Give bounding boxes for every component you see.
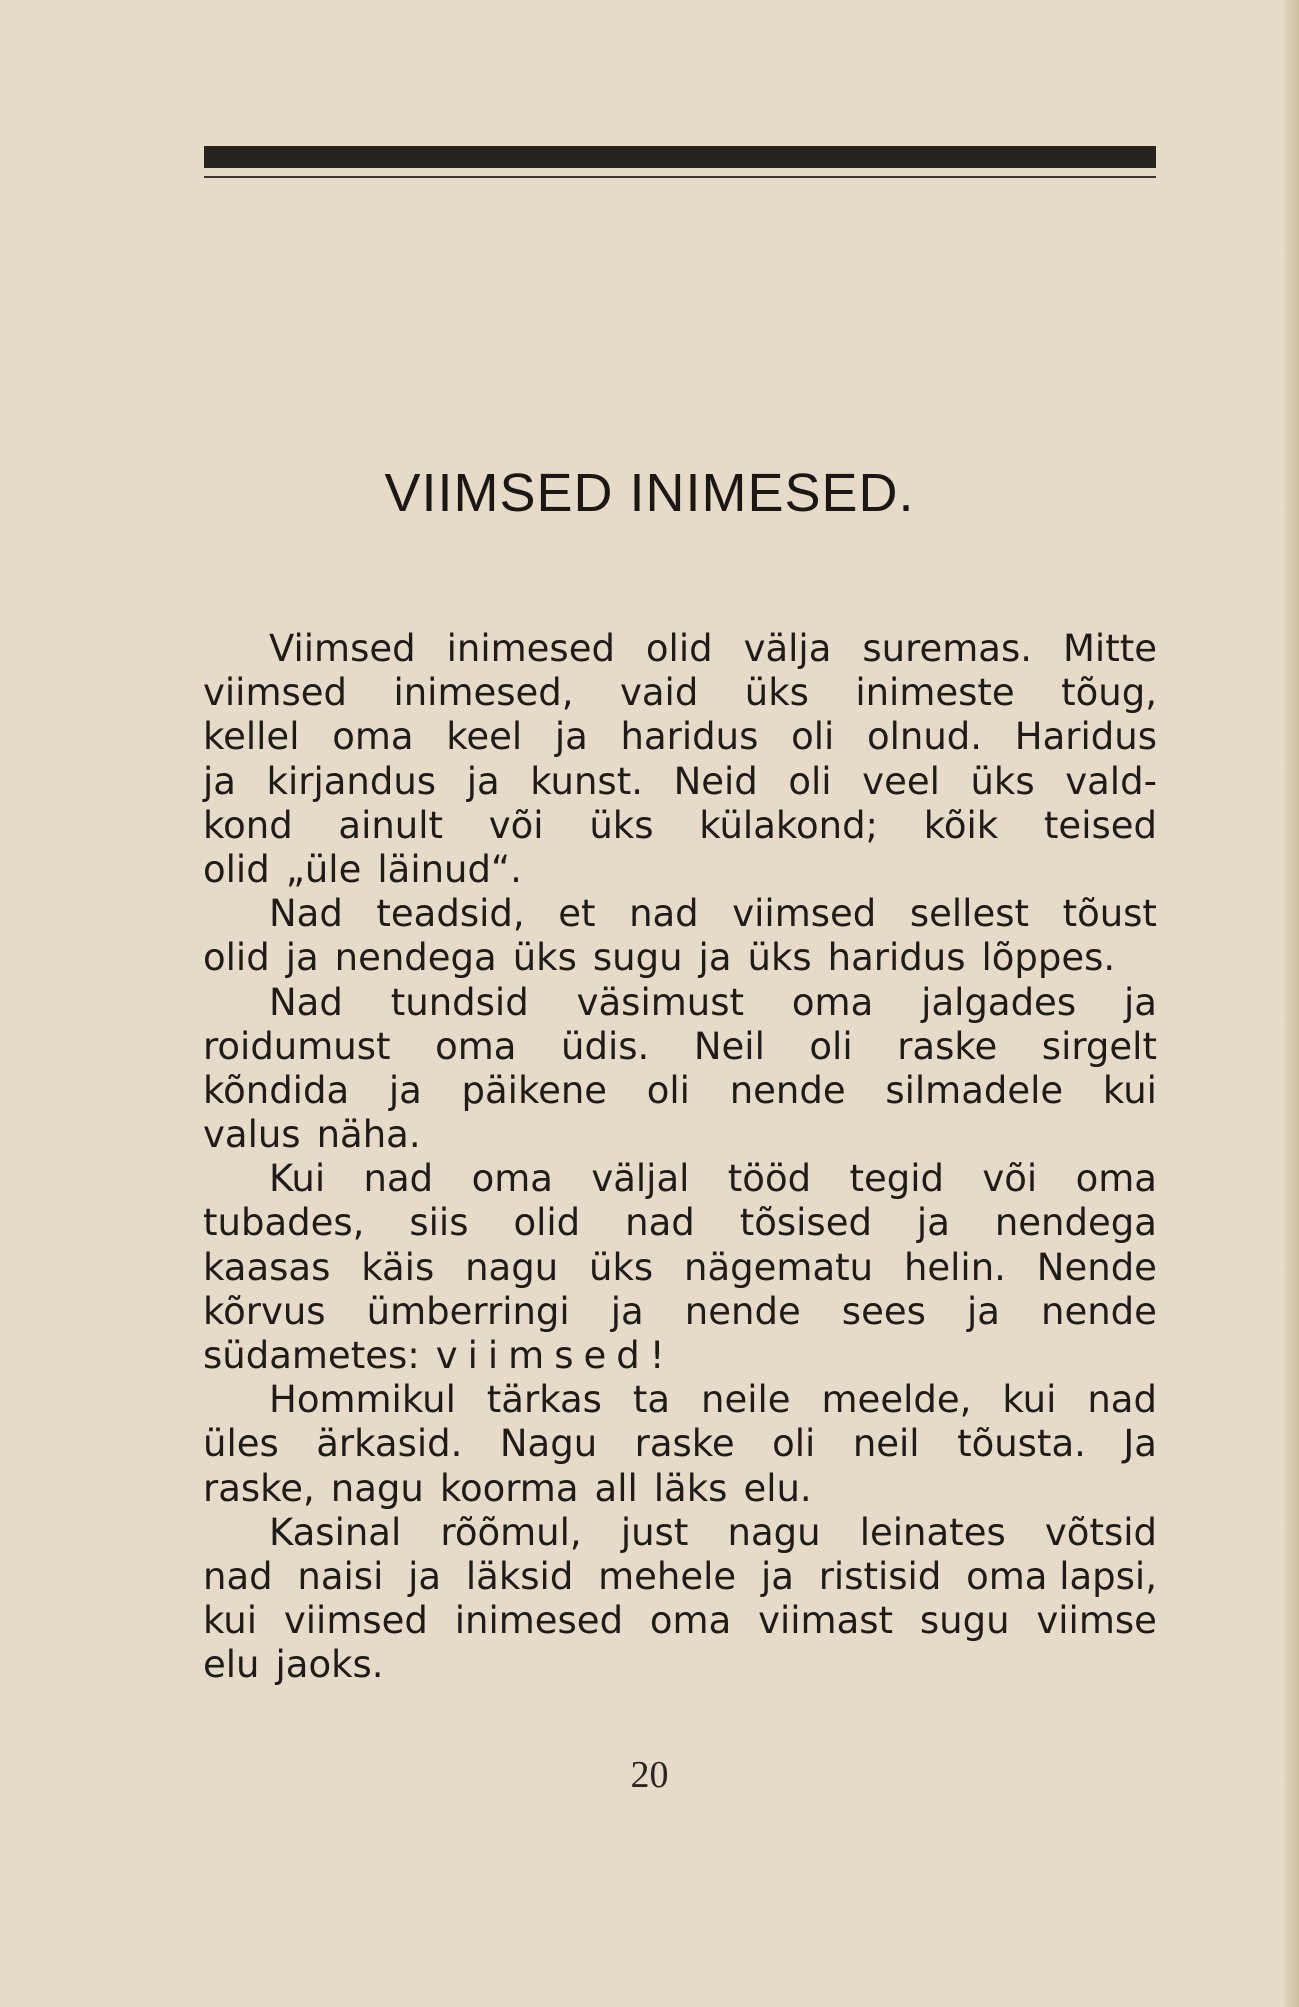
text-line bbox=[203, 1511, 1157, 1555]
word: Nad bbox=[269, 980, 343, 1024]
text-line bbox=[203, 1290, 1157, 1334]
word: oli bbox=[788, 759, 832, 803]
word: või bbox=[982, 1157, 1038, 1201]
word: nendega bbox=[334, 936, 497, 980]
word: ja bbox=[698, 936, 732, 980]
word: üks bbox=[512, 936, 577, 980]
word: üles bbox=[203, 1422, 279, 1466]
word: kirjandus bbox=[266, 759, 437, 803]
word: jaoks. bbox=[275, 1643, 384, 1687]
text-line bbox=[203, 760, 1157, 804]
word: raske, bbox=[203, 1466, 315, 1510]
word: olid bbox=[203, 847, 270, 891]
page-number: 20 bbox=[630, 1754, 669, 1796]
text-line bbox=[203, 892, 1157, 936]
text-line bbox=[203, 1467, 1157, 1511]
word: kui bbox=[1002, 1378, 1057, 1422]
word: nägematu bbox=[684, 1245, 874, 1289]
word: silmadele bbox=[885, 1068, 1064, 1112]
word: üks bbox=[589, 803, 654, 847]
word: jalgades bbox=[921, 980, 1077, 1024]
text-line bbox=[203, 1334, 1157, 1378]
word: ja bbox=[760, 1554, 794, 1598]
word: oli bbox=[809, 1024, 853, 1068]
text-line bbox=[203, 1555, 1157, 1599]
word: päikene bbox=[461, 1068, 608, 1112]
word: kõrvus bbox=[203, 1289, 326, 1333]
text-line bbox=[203, 1599, 1157, 1643]
word: kunst. bbox=[530, 759, 643, 803]
word: üks bbox=[747, 936, 812, 980]
word: olnud. bbox=[866, 715, 983, 759]
top-ornament-rule bbox=[204, 146, 1156, 168]
word: ümberringi bbox=[366, 1289, 570, 1333]
text-line bbox=[203, 1113, 1157, 1157]
word: oli bbox=[646, 1068, 690, 1112]
word: vald- bbox=[1065, 759, 1157, 803]
word: nad bbox=[629, 892, 699, 936]
word: üks bbox=[970, 759, 1035, 803]
word: kõik bbox=[923, 803, 999, 847]
word: tõusta. bbox=[957, 1422, 1086, 1466]
word: viimse bbox=[1036, 1599, 1157, 1643]
word: oma bbox=[332, 715, 414, 759]
word: oma bbox=[471, 1157, 553, 1201]
word: suremas. bbox=[862, 627, 1033, 670]
word: elu bbox=[203, 1643, 260, 1687]
word: helin. bbox=[903, 1245, 1006, 1289]
word: tubades, bbox=[203, 1201, 365, 1245]
word: Kui bbox=[269, 1157, 326, 1201]
word: Nad bbox=[269, 892, 343, 936]
text-line bbox=[203, 1069, 1157, 1113]
word: kaasas bbox=[203, 1245, 331, 1289]
page-title: VIIMSED INIMESED. bbox=[384, 463, 915, 523]
word: ja bbox=[1124, 980, 1157, 1024]
text-line bbox=[203, 1157, 1157, 1201]
word: Nagu bbox=[499, 1422, 598, 1466]
word: olid bbox=[645, 627, 713, 670]
word: koorma bbox=[439, 1466, 579, 1510]
word: üks bbox=[744, 671, 809, 715]
word: sees bbox=[841, 1289, 926, 1333]
word: haridus bbox=[620, 715, 759, 759]
word: Mitte bbox=[1062, 627, 1157, 670]
word: oma bbox=[1075, 1157, 1157, 1201]
word: oma bbox=[791, 980, 874, 1024]
word: üks bbox=[589, 1245, 654, 1289]
word: sugu bbox=[919, 1599, 1010, 1643]
word: ja bbox=[203, 759, 236, 803]
word: Ja bbox=[1123, 1422, 1157, 1466]
word: Kasinal bbox=[269, 1510, 402, 1554]
word: „üle bbox=[285, 847, 362, 891]
word: ja bbox=[388, 1068, 422, 1112]
word: kõndida bbox=[203, 1068, 350, 1112]
word: ja bbox=[285, 936, 319, 980]
word: kui bbox=[1102, 1068, 1157, 1112]
word: nad bbox=[203, 1554, 273, 1598]
word: nagu bbox=[330, 1466, 424, 1510]
word: roidumust bbox=[203, 1024, 391, 1068]
word: sirgelt bbox=[1041, 1024, 1157, 1068]
word: Nende bbox=[1036, 1245, 1157, 1289]
word: oma lapsi, bbox=[966, 1554, 1157, 1598]
word: inimesed bbox=[454, 1599, 624, 1643]
page-edge bbox=[1285, 0, 1299, 2007]
word: tööd bbox=[727, 1157, 812, 1201]
word: ärkasid. bbox=[316, 1422, 463, 1466]
word: haridus bbox=[827, 936, 966, 980]
word: ta bbox=[632, 1378, 671, 1422]
text-line bbox=[203, 936, 1157, 980]
word: ja bbox=[554, 715, 588, 759]
text-line bbox=[203, 715, 1157, 759]
word: nende bbox=[684, 1289, 801, 1333]
word: olid bbox=[513, 1201, 581, 1245]
word: nad bbox=[625, 1201, 695, 1245]
text-line bbox=[203, 1422, 1157, 1466]
word: ja bbox=[916, 1201, 950, 1245]
word: viimast bbox=[758, 1599, 894, 1643]
text-line bbox=[203, 804, 1157, 848]
word: tundsid bbox=[390, 980, 529, 1024]
word: meelde, bbox=[821, 1378, 972, 1422]
top-thin-rule bbox=[204, 176, 1156, 178]
word: siis bbox=[409, 1201, 469, 1245]
word: naisi bbox=[297, 1554, 384, 1598]
word: ja bbox=[610, 1289, 644, 1333]
text-line bbox=[203, 1643, 1157, 1687]
word: oma bbox=[649, 1599, 732, 1643]
text-line bbox=[203, 1246, 1157, 1290]
word: viimsed! bbox=[435, 1334, 675, 1377]
word: sellest bbox=[909, 892, 1029, 936]
word: teised bbox=[1043, 803, 1157, 847]
word: viimsed bbox=[732, 892, 877, 936]
word: olid bbox=[203, 936, 270, 980]
word: tõsised bbox=[739, 1201, 872, 1245]
word: inimeste bbox=[855, 671, 1015, 715]
word: oli bbox=[791, 715, 835, 759]
word: ainult bbox=[338, 803, 444, 847]
word: läinud“. bbox=[377, 847, 522, 891]
word: neil bbox=[852, 1422, 920, 1466]
text-line bbox=[203, 671, 1157, 715]
word: Hommikul bbox=[269, 1378, 456, 1422]
text-line bbox=[203, 1201, 1157, 1245]
word: neile bbox=[701, 1378, 791, 1422]
word: läksid bbox=[465, 1554, 574, 1598]
word: raske bbox=[634, 1422, 735, 1466]
word: tärkas bbox=[486, 1378, 602, 1422]
word: vaid bbox=[619, 671, 699, 715]
word: väsimust bbox=[576, 980, 744, 1024]
word: üdis. bbox=[561, 1024, 650, 1068]
word: leinates bbox=[859, 1510, 1006, 1554]
word: võtsid bbox=[1044, 1510, 1157, 1554]
word: tõust bbox=[1062, 892, 1157, 936]
word: ristisid bbox=[818, 1554, 942, 1598]
word: kellel bbox=[203, 715, 300, 759]
word: nende bbox=[1041, 1289, 1157, 1333]
word: inimesed, bbox=[393, 671, 574, 715]
word: ja bbox=[466, 759, 500, 803]
word: keel bbox=[446, 715, 523, 759]
word: Haridus bbox=[1014, 715, 1157, 759]
word: oli bbox=[772, 1422, 816, 1466]
word: all bbox=[594, 1466, 638, 1510]
word: lõppes. bbox=[981, 936, 1116, 980]
word: nagu bbox=[727, 1510, 821, 1554]
word: välja bbox=[743, 627, 832, 670]
word: raske bbox=[897, 1024, 998, 1068]
body-text bbox=[203, 627, 1157, 1688]
word: oma bbox=[435, 1024, 517, 1068]
word: inimesed bbox=[446, 627, 615, 670]
text-line bbox=[203, 981, 1157, 1025]
word: nad bbox=[363, 1157, 434, 1201]
text-line bbox=[203, 848, 1157, 892]
text-line bbox=[203, 1025, 1157, 1069]
word: viimsed bbox=[203, 671, 348, 715]
word: läks bbox=[653, 1466, 728, 1510]
word: just bbox=[620, 1510, 689, 1554]
word: rõõmul, bbox=[440, 1510, 582, 1554]
word: ja bbox=[966, 1289, 1000, 1333]
word: Viimsed bbox=[269, 627, 416, 670]
word: nendega bbox=[994, 1201, 1157, 1245]
word: ja bbox=[408, 1554, 442, 1598]
word: valus bbox=[203, 1113, 301, 1157]
word: südametes: bbox=[203, 1334, 420, 1377]
word: nad bbox=[1087, 1378, 1157, 1422]
word: sugu bbox=[592, 936, 683, 980]
word: kond bbox=[203, 803, 293, 847]
text-line bbox=[203, 627, 1157, 671]
word: või bbox=[488, 803, 544, 847]
word: tõug, bbox=[1061, 671, 1157, 715]
word: et bbox=[558, 892, 596, 936]
word: nagu bbox=[465, 1245, 559, 1289]
word: kui bbox=[203, 1599, 258, 1643]
word: käis bbox=[361, 1245, 435, 1289]
word: Neil bbox=[693, 1024, 765, 1068]
text-line bbox=[203, 1378, 1157, 1422]
word: tegid bbox=[849, 1157, 944, 1201]
word: mehele bbox=[598, 1554, 737, 1598]
word: külakond; bbox=[699, 803, 879, 847]
word: näha. bbox=[316, 1113, 421, 1157]
word: nende bbox=[729, 1068, 846, 1112]
word: Neid bbox=[673, 759, 758, 803]
word: väljal bbox=[591, 1157, 690, 1201]
word: teadsid, bbox=[376, 892, 525, 936]
word: veel bbox=[862, 759, 940, 803]
word: elu. bbox=[743, 1466, 812, 1510]
word: viimsed bbox=[283, 1599, 428, 1643]
